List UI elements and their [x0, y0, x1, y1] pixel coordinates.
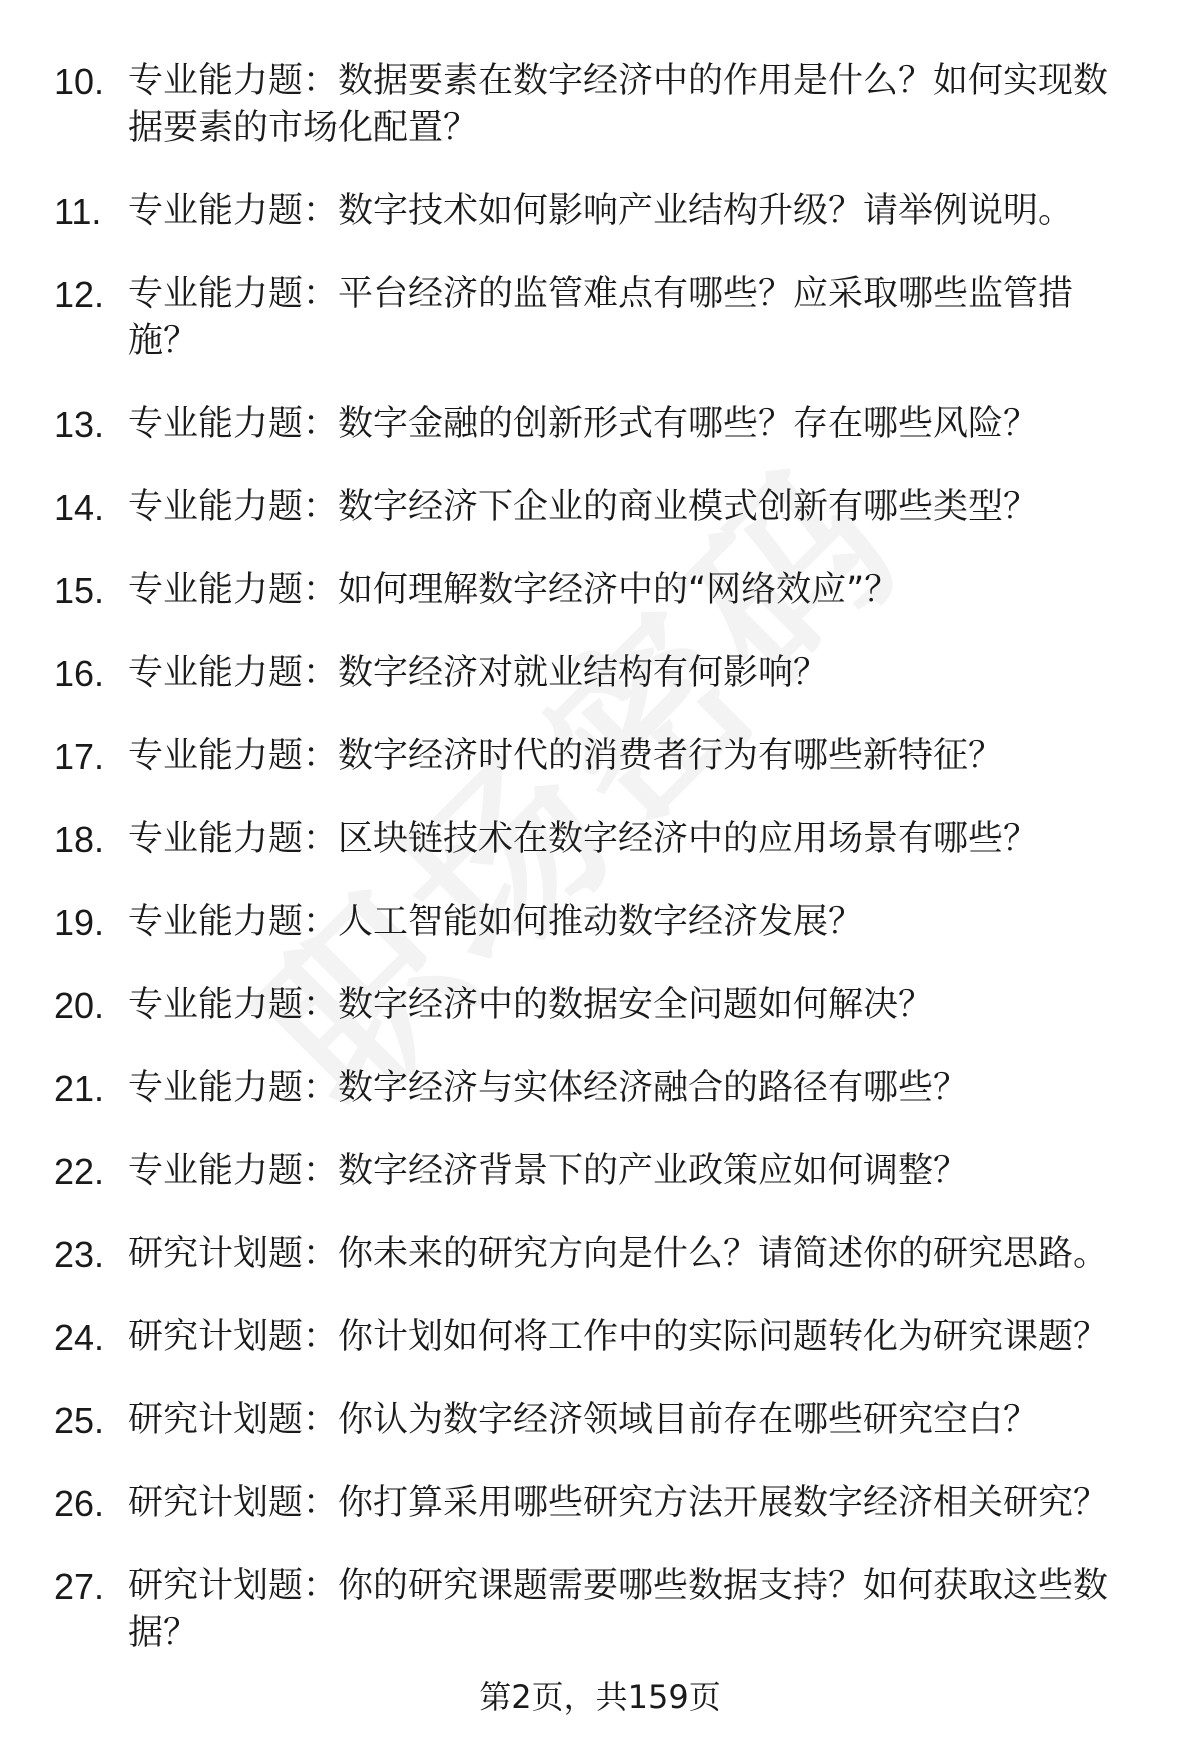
- question-text: 专业能力题：数字经济下企业的商业模式创新有哪些类型？: [128, 487, 1039, 527]
- question-number: 13.: [54, 404, 105, 445]
- question-text: 研究计划题：你认为数字经济领域目前存在哪些研究空白？: [128, 1400, 1039, 1440]
- question-number: 23.: [54, 1234, 105, 1275]
- question-item: [0, 650, 1200, 697]
- question-number: 10.: [54, 61, 105, 102]
- question-item: [0, 484, 1200, 531]
- question-number: 24.: [54, 1317, 105, 1358]
- question-number: 14.: [54, 487, 105, 528]
- question-item: [0, 1314, 1200, 1361]
- question-item: [0, 58, 1200, 152]
- question-number: 21.: [54, 1068, 105, 1109]
- question-item: [0, 733, 1200, 780]
- question-item: [0, 567, 1200, 614]
- question-number: 22.: [54, 1151, 105, 1192]
- question-number: 19.: [54, 902, 105, 943]
- question-item: [0, 271, 1200, 365]
- question-number: 17.: [54, 736, 105, 777]
- question-text: 研究计划题：你的研究课题需要哪些数据支持？如何获取这些数据？: [128, 1566, 1109, 1653]
- question-text: 专业能力题：数字金融的创新形式有哪些？存在哪些风险？: [128, 404, 1039, 444]
- question-text: 专业能力题：数据要素在数字经济中的作用是什么？如何实现数据要素的市场化配置？: [128, 61, 1109, 148]
- question-number: 16.: [54, 653, 105, 694]
- question-number: 11.: [54, 191, 102, 232]
- question-number: 26.: [54, 1483, 105, 1524]
- question-text: 研究计划题：你打算采用哪些研究方法开展数字经济相关研究？: [128, 1483, 1109, 1523]
- question-item: [0, 899, 1200, 946]
- question-item: [0, 816, 1200, 863]
- question-item: [0, 982, 1200, 1029]
- question-text: 专业能力题：数字技术如何影响产业结构升级？请举例说明。: [128, 191, 1074, 231]
- question-text: 专业能力题：区块链技术在数字经济中的应用场景有哪些？: [128, 819, 1039, 859]
- question-text: 专业能力题：数字经济时代的消费者行为有哪些新特征？: [128, 736, 1004, 776]
- question-item: [0, 401, 1200, 448]
- question-item: [0, 1231, 1200, 1278]
- question-text: 专业能力题：数字经济与实体经济融合的路径有哪些？: [128, 1068, 969, 1108]
- page-footer: 第2页，共159页: [479, 1678, 721, 1716]
- question-number: 18.: [54, 819, 105, 860]
- question-number: 20.: [54, 985, 105, 1026]
- question-item: [0, 1065, 1200, 1112]
- question-number: 12.: [54, 274, 105, 315]
- question-list: [0, 58, 1200, 1693]
- question-number: 27.: [54, 1566, 105, 1607]
- question-item: [0, 1148, 1200, 1195]
- question-text: 专业能力题：如何理解数字经济中的“网络效应”？: [128, 570, 900, 610]
- question-item: [0, 1480, 1200, 1527]
- question-text: 专业能力题：人工智能如何推动数字经济发展？: [128, 902, 864, 942]
- question-text: 专业能力题：数字经济对就业结构有何影响？: [128, 653, 829, 693]
- question-text: 专业能力题：数字经济背景下的产业政策应如何调整？: [128, 1151, 969, 1191]
- question-text: 研究计划题：你未来的研究方向是什么？请简述你的研究思路。: [128, 1234, 1109, 1274]
- question-number: 15.: [54, 570, 105, 611]
- question-text: 专业能力题：平台经济的监管难点有哪些？应采取哪些监管措施？: [128, 274, 1074, 361]
- question-number: 25.: [54, 1400, 105, 1441]
- question-text: 研究计划题：你计划如何将工作中的实际问题转化为研究课题？: [128, 1317, 1109, 1357]
- question-item: [0, 188, 1200, 235]
- question-text: 专业能力题：数字经济中的数据安全问题如何解决？: [128, 985, 934, 1025]
- question-item: [0, 1563, 1200, 1657]
- question-item: [0, 1397, 1200, 1444]
